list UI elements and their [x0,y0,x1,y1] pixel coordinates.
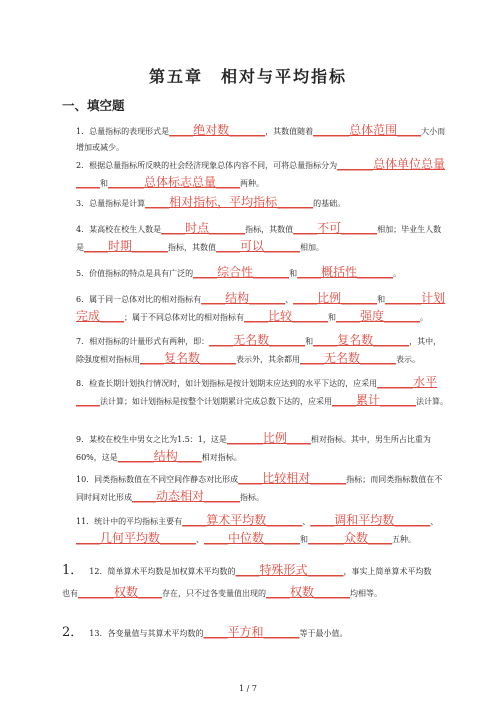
q10-blank-1: ____比较相对______ [238,471,347,485]
q13-list-number: 2． [62,625,84,640]
q1-text-d: 大小而增加或减少。 [76,127,446,152]
q6-text-a: 6．属于同一总体对比的相对指标有 [76,295,202,304]
question-7 [62,332,448,368]
q7-blank-4: ____无名数______ [300,351,397,365]
question-5 [62,264,448,282]
q9-text-c: 相对指标。其中，男生所占比重为60%，这是 [76,435,431,462]
q11-blank-1: ____算术平均数______ [182,513,303,527]
q5-text-a: 5．价值指标的特点是具有广泛的 [76,269,194,278]
q12-blank-1: ____特殊形式______ [235,563,344,577]
q1-blank-1: ____绝对数______ [169,123,266,137]
question-12 [62,560,434,604]
q4-text-a: 4．某高校在校生人数是 [76,225,162,234]
q6-text-c: 、 [285,295,294,304]
q11-text-f: 和 [300,535,309,544]
section-heading: 一、填空题 [62,98,125,113]
q3-blank-1: ____相对指标，平均指标______ [145,195,314,209]
q2-text-c: 和 [100,179,108,188]
question-8 [62,374,448,410]
q7-text-a: 7．相对指标的计量形式有两种，即： [76,337,210,346]
q1-text-c: ，其数值随着 [265,127,314,136]
q2-text-a: 2．根据总量指标所反映的社会经济现象总体内容不同，可将总量指标分为 [76,161,338,170]
q6-text-g: 。 [420,313,429,322]
q4-blank-4: ____可以______ [216,239,301,253]
q11-text-c: 、 [302,517,311,526]
q12-text-a: 12．简单算术平均数是加权算术平均数的 [89,567,236,576]
q8-blank-1: ______水平____ [76,375,438,407]
q9-text-d: 相对指标。 [201,453,242,462]
q4-text-d: 相加；毕业生人数是 [76,225,442,252]
question-2 [62,156,448,192]
q7-blank-2: ____复名数______ [313,333,410,347]
q11-text-a: 11．统计中的平均指标主要有 [76,517,183,526]
page-number: 1 / 7 [239,684,257,693]
q9-blank-2: ______结构____ [117,449,202,463]
q1-text-a: 1．总量指标的表现形式是 [76,127,170,136]
q7-blank-1: ____无名数______ [209,333,306,347]
q6-blank-2: ____比例______ [293,291,378,305]
q6-text-f: 和 [328,313,337,322]
q5-text-c: 和 [289,269,298,278]
q9-blank-1: ______比例____ [226,431,311,445]
q10-text-d: 指标。 [240,493,265,502]
q2-blank-2: ______总体标志总量____ [108,175,241,189]
q4-text-c: 指标，其数值 [245,225,294,234]
question-6 [62,290,448,326]
q8-text-d: 法计算。 [416,397,449,406]
q12-text-c: ，事实上简单算术平均数也有 [62,567,432,598]
q6-text-e: ；属于不同总体对比的相对指标有 [124,313,245,322]
q4-text-e: 指标，其数值 [168,243,217,252]
question-3 [62,194,448,212]
q11-blank-3: ____几何平均数______ [76,531,197,545]
q12-blank-3: ____权数______ [266,585,351,599]
q7-text-e: 表示外，其余都用 [236,355,301,364]
q5-blank-2: ____概括性______ [297,265,394,279]
q2-blank-1: ______总体单位总量____ [76,157,446,189]
q12-text-e: 均相等。 [350,589,383,598]
q13-text-a: 13．各变量值与其算术平均数的 [89,629,204,638]
q6-blank-3: ______计划完成____ [76,291,446,323]
q12-list-number: 1． [62,563,84,578]
question-11 [62,512,448,548]
q9-text-a: 9．某校在校生中男女之比为1.5：1，这是 [76,435,227,444]
q11-blank-2: ____调和平均数______ [310,513,431,527]
q8-text-a: 8．检查长期计划执行情况时，如计划指标是按计划期末应达到的水平下达的，应采用 [76,379,378,388]
q5-text-d: 。 [393,269,402,278]
q8-blank-2: ____累计______ [332,393,417,407]
q4-blank-1: ____时点______ [161,221,246,235]
q7-text-c: 和 [305,337,314,346]
q13-blank-1: ____平方和______ [203,625,300,639]
q10-text-a: 10．同类指标数值在不同空间作静态对比形成 [76,475,239,484]
q7-text-f: 表示。 [396,355,421,364]
chapter-title: 第五章 相对与平均指标 [148,67,347,86]
q6-blank-4: ____比较______ [244,309,329,323]
q8-text-c: 法计算；如计划指标是按整个计划期累计完成总数下达的，应采用 [100,397,332,406]
q4-blank-3: ____时期______ [84,239,169,253]
q3-text-c: 的基础。 [313,199,346,208]
q5-blank-1: ____综合性______ [193,265,290,279]
q6-blank-5: ____强度______ [336,309,421,323]
q4-text-f: 相加。 [300,243,325,252]
q4-blank-2: ____不可______ [293,221,378,235]
q12-text-d: 存在，只不过各变量值出现的 [162,589,267,598]
q10-blank-2: ____动态相对______ [132,489,241,503]
question-13 [62,622,434,644]
q6-text-d: 和 [377,295,386,304]
q11-text-d: 、 [430,517,439,526]
q6-blank-1: ____结构______ [201,291,286,305]
q11-text-e: 、 [196,535,205,544]
q11-text-g: 五种。 [392,535,417,544]
q13-text-c: 等于最小值。 [299,629,348,638]
question-9 [62,430,448,466]
question-10 [62,470,448,506]
q10-text-c: 指标；而同类指标数值在不同时间对比形成 [76,475,443,502]
q11-blank-4: ____中位数______ [204,531,301,545]
question-4 [62,220,448,256]
q7-blank-3: ____复名数______ [140,351,237,365]
q7-text-d: ，其中，除强度相对指标用 [76,337,442,364]
q2-text-d: 两种。 [240,179,265,188]
q12-blank-2: ______权数____ [78,585,163,599]
q1-blank-2: ______总体范围____ [313,123,422,137]
question-1 [62,122,448,156]
q11-blank-5: ______众数____ [308,531,393,545]
q3-text-a: 3．总量指标是计算 [76,199,146,208]
